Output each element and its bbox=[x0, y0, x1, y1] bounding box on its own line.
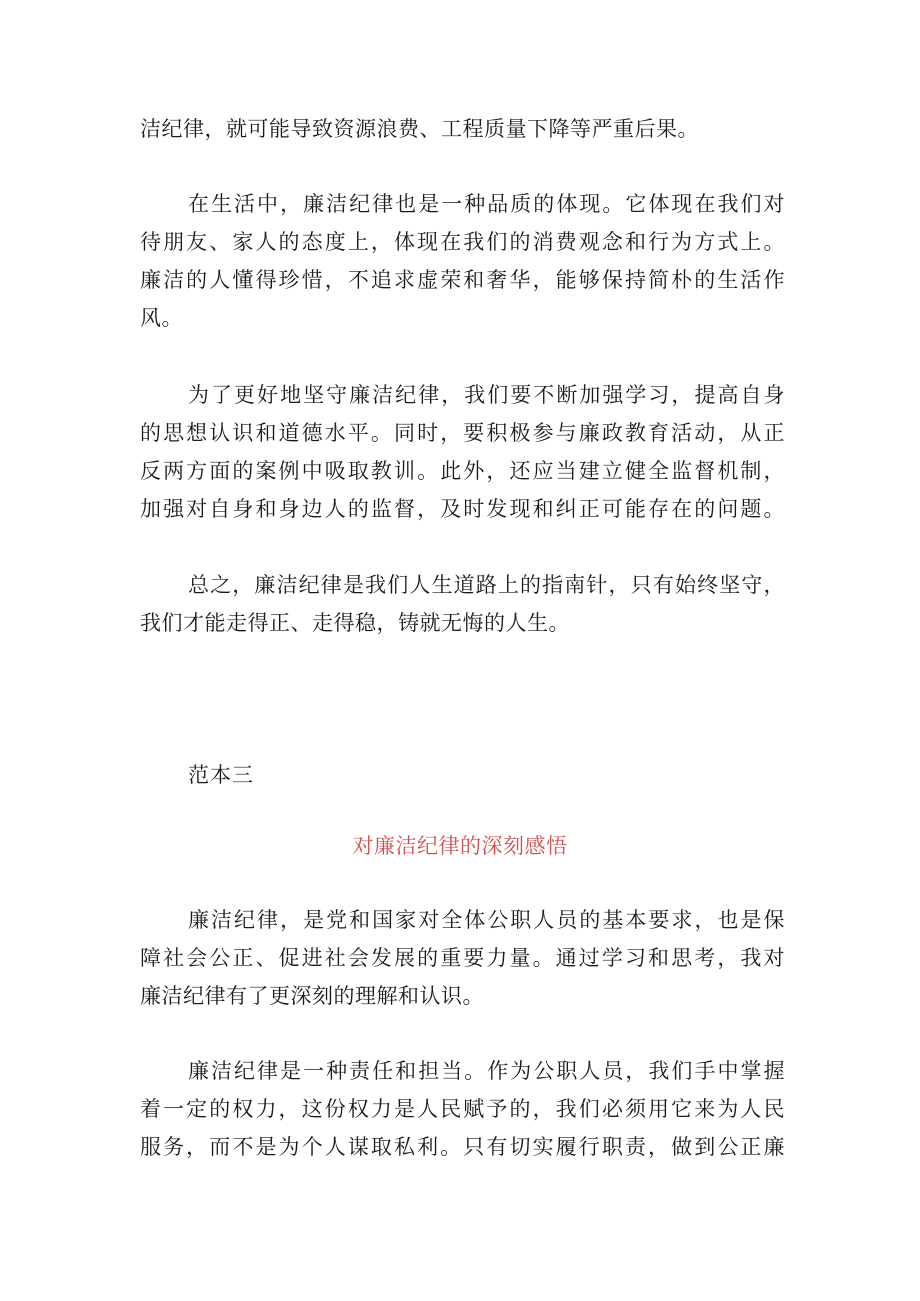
paragraph-line: 廉洁的人懂得珍惜，不追求虚荣和奢华，能够保持简朴的生活作 bbox=[140, 268, 785, 292]
paragraph-line: 加强对自身和身边人的监督，及时发现和纠正可能存在的问题。 bbox=[140, 497, 785, 521]
paragraph-line: 廉洁纪律有了更深刻的理解和认识。 bbox=[140, 984, 484, 1008]
paragraph-line: 风。 bbox=[140, 306, 183, 330]
paragraph-line: 廉洁纪律是一种责任和担当。作为公职人员，我们手中掌握 bbox=[188, 1059, 785, 1083]
section-title: 对廉洁纪律的深刻感悟 bbox=[352, 834, 568, 858]
paragraph-line: 待朋友、家人的态度上，体现在我们的消费观念和行为方式上。 bbox=[140, 230, 785, 254]
paragraph-line: 着一定的权力，这份权力是人民赋予的，我们必须用它来为人民 bbox=[140, 1097, 785, 1121]
paragraph-line: 廉洁纪律，是党和国家对全体公职人员的基本要求，也是保 bbox=[188, 908, 785, 932]
paragraph-line: 为了更好地坚守廉洁纪律，我们要不断加强学习，提高自身 bbox=[188, 383, 785, 407]
paragraph-line: 我们才能走得正、走得稳，铸就无悔的人生。 bbox=[140, 611, 570, 635]
paragraph-line: 服务，而不是为个人谋取私利。只有切实履行职责，做到公正廉 bbox=[140, 1135, 785, 1159]
paragraph-line: 障社会公正、促进社会发展的重要力量。通过学习和思考，我对 bbox=[140, 946, 785, 970]
paragraph-line: 总之，廉洁纪律是我们人生道路上的指南针，只有始终坚守， bbox=[188, 573, 785, 597]
template-label: 范本三 bbox=[188, 763, 254, 787]
paragraph-line: 在生活中，廉洁纪律也是一种品质的体现。它体现在我们对 bbox=[188, 192, 785, 216]
paragraph-line: 洁纪律，就可能导致资源浪费、工程质量下降等严重后果。 bbox=[140, 117, 699, 141]
paragraph-line: 反两方面的案例中吸取教训。此外，还应当建立健全监督机制， bbox=[140, 459, 785, 483]
paragraph-line: 的思想认识和道德水平。同时，要积极参与廉政教育活动，从正 bbox=[140, 421, 785, 445]
